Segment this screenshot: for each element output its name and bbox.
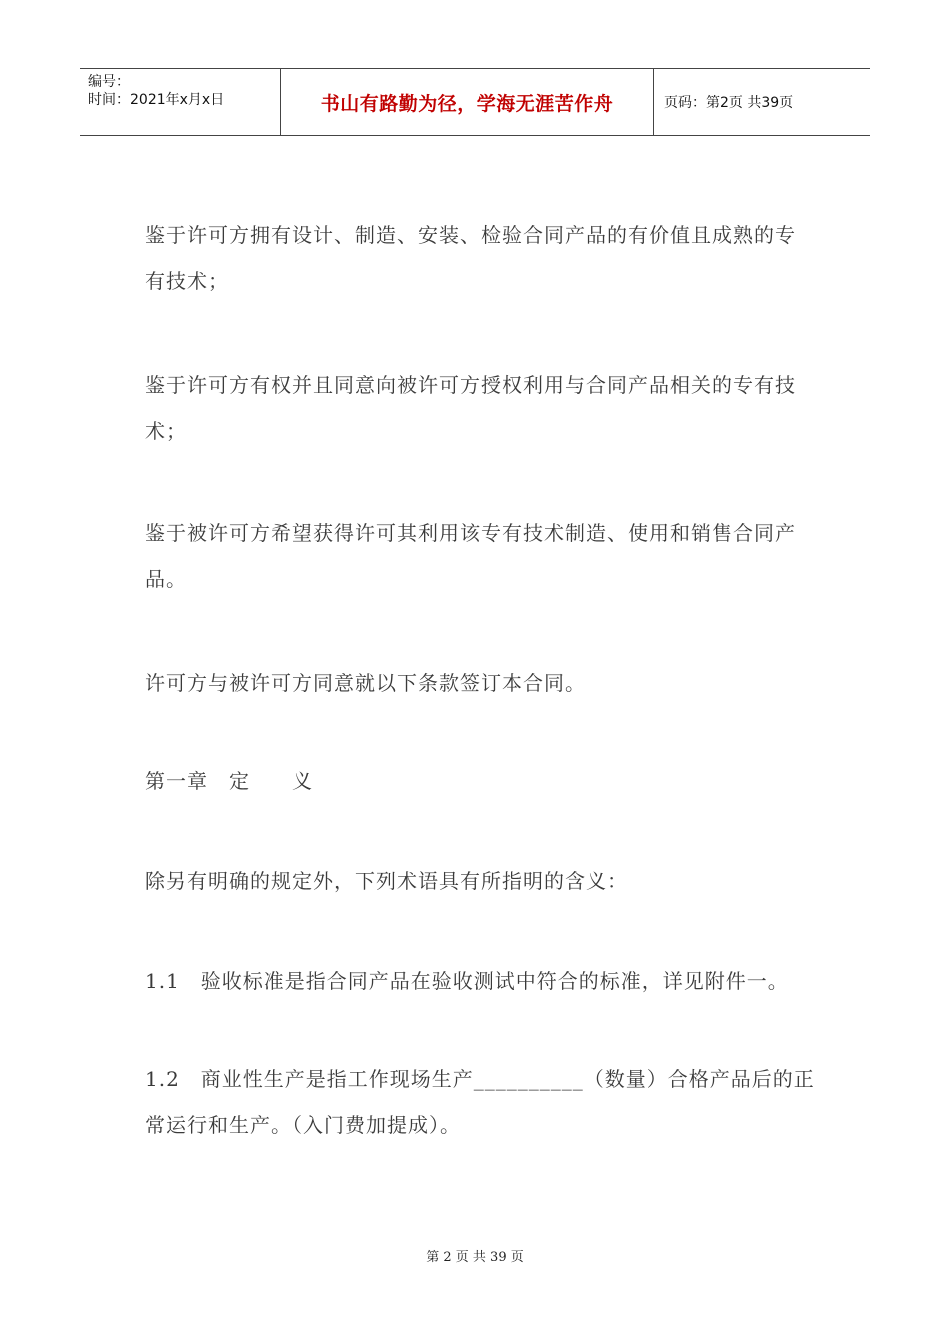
paragraph-4: 许可方与被许可方同意就以下条款签订本合同。: [145, 671, 586, 695]
paragraph-3: 鉴于被许可方希望获得许可其利用该专有技术制造、使用和销售合同产品。: [145, 521, 796, 591]
paragraph-2: 鉴于许可方有权并且同意向被许可方授权利用与合同产品相关的专有技术；: [145, 373, 796, 443]
header-page-info: 页码：第2页 共39页: [664, 95, 794, 111]
paragraph-1: 鉴于许可方拥有设计、制造、安装、检验合同产品的有价值且成熟的专有技术；: [145, 223, 796, 293]
number-label: 编号：: [88, 74, 130, 90]
clause-1-2: 1.2 商业性生产是指工作现场生产__________（数量）合格产品后的正常运行和生产。（入门费加提成）。: [145, 1067, 815, 1137]
page-footer: 第 2 页 共 39 页: [426, 1250, 524, 1265]
chapter-heading: 第一章 定 义: [145, 769, 313, 793]
page-header: [80, 68, 870, 136]
header-motto: 书山有路勤为径，学海无涯苦作舟: [281, 69, 654, 135]
clause-1-1: 1.1 验收标准是指合同产品在验收测试中符合的标准，详见附件一。: [145, 969, 789, 993]
header-meta: [80, 69, 281, 135]
paragraph-definitions-intro: 除另有明确的规定外，下列术语具有所指明的含义：: [145, 869, 628, 893]
date-line: 时间：2021年x月x日: [88, 92, 225, 108]
